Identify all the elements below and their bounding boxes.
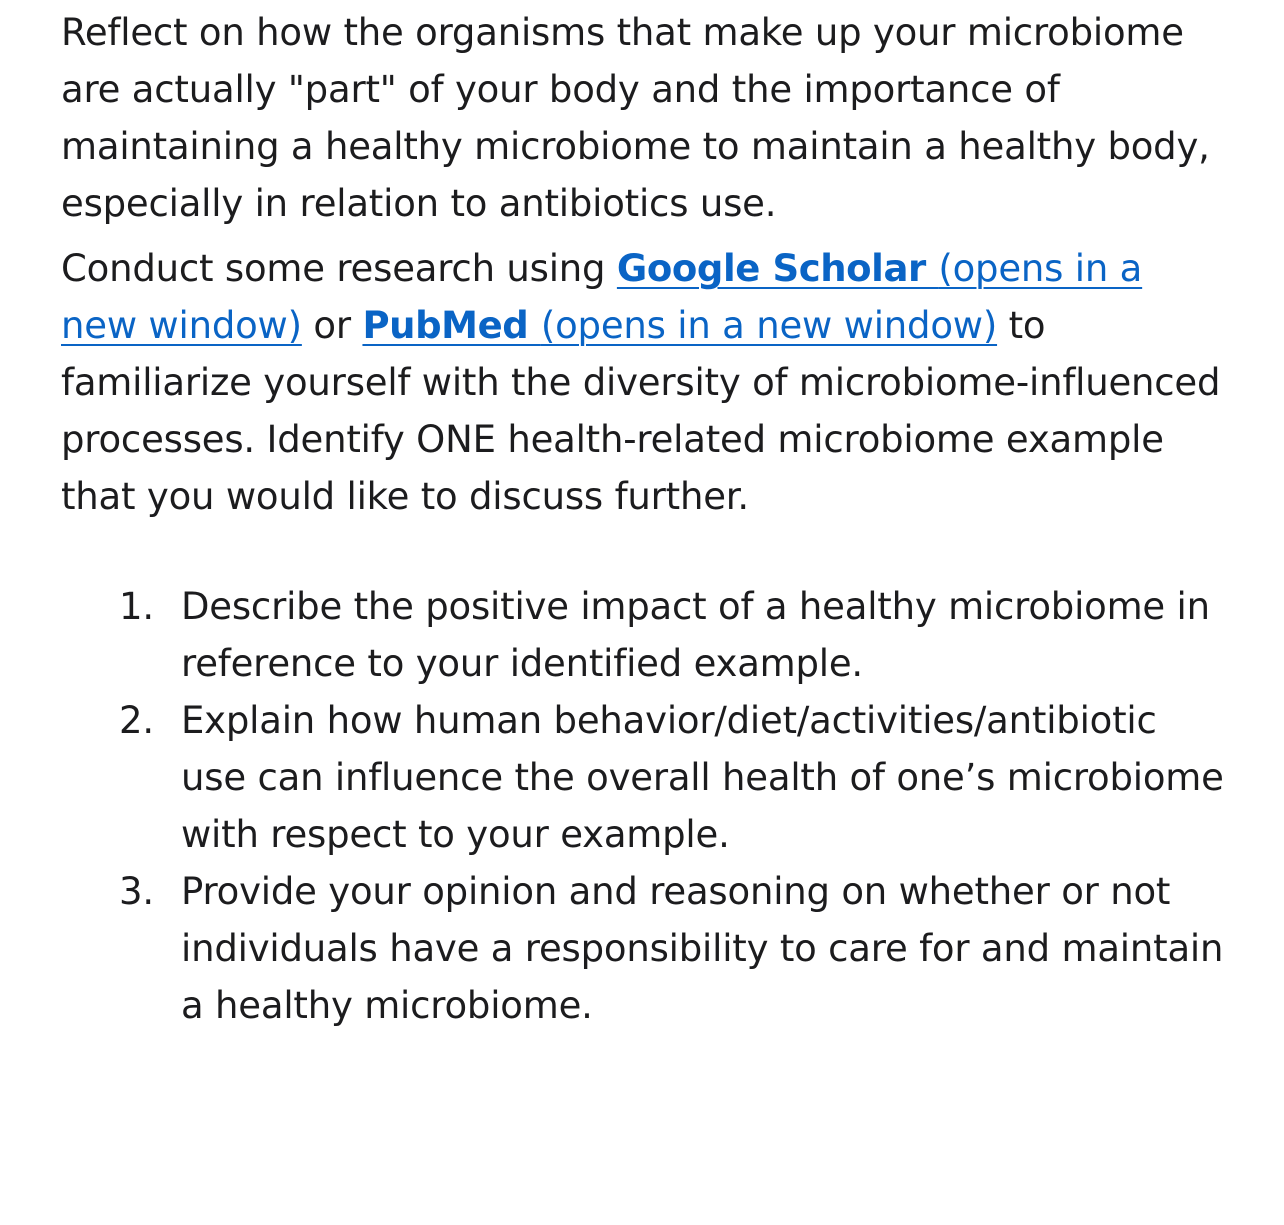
pubmed-link[interactable] (362, 304, 997, 347)
list-item (119, 578, 1226, 692)
list-item (119, 692, 1226, 863)
research-text-before: Conduct some research using (61, 247, 617, 290)
research-text-between: or (301, 304, 363, 347)
question-number: 2. (119, 699, 154, 742)
research-text-after: to familiarize yourself with the diversity of microbiome-influenced processes. Identify ONE health-related microbiome example that you would like to discuss further. (61, 304, 1221, 518)
google-scholar-link-hint: (opens in a new window) (61, 247, 1143, 347)
question-text: Describe the positive impact of a healthy microbiome in reference to your identified example. (181, 585, 1210, 685)
question-text: Provide your opinion and reasoning on whether or not individuals have a responsibility to care for and maintain a healthy microbiome. (181, 870, 1224, 1027)
assignment-prompt (61, 4, 1226, 1034)
question-number: 1. (119, 585, 154, 628)
pubmed-link-hint: (opens in a new window) (540, 304, 998, 347)
list-item (119, 863, 1226, 1034)
question-list (61, 578, 1226, 1034)
research-paragraph (61, 240, 1226, 525)
question-text: Explain how human behavior/diet/activities/antibiotic use can influence the overall health of one’s microbiome with respect to your example. (181, 699, 1224, 856)
question-number: 3. (119, 870, 154, 913)
google-scholar-link-label: Google Scholar (616, 247, 939, 290)
reflect-paragraph: Reflect on how the organisms that make up your microbiome are actually "part" of your body and the importance of maintaining a healthy microbiome to maintain a healthy body, especially in relation to antibiotics use. (61, 11, 1210, 225)
pubmed-link-label: PubMed (362, 304, 541, 347)
